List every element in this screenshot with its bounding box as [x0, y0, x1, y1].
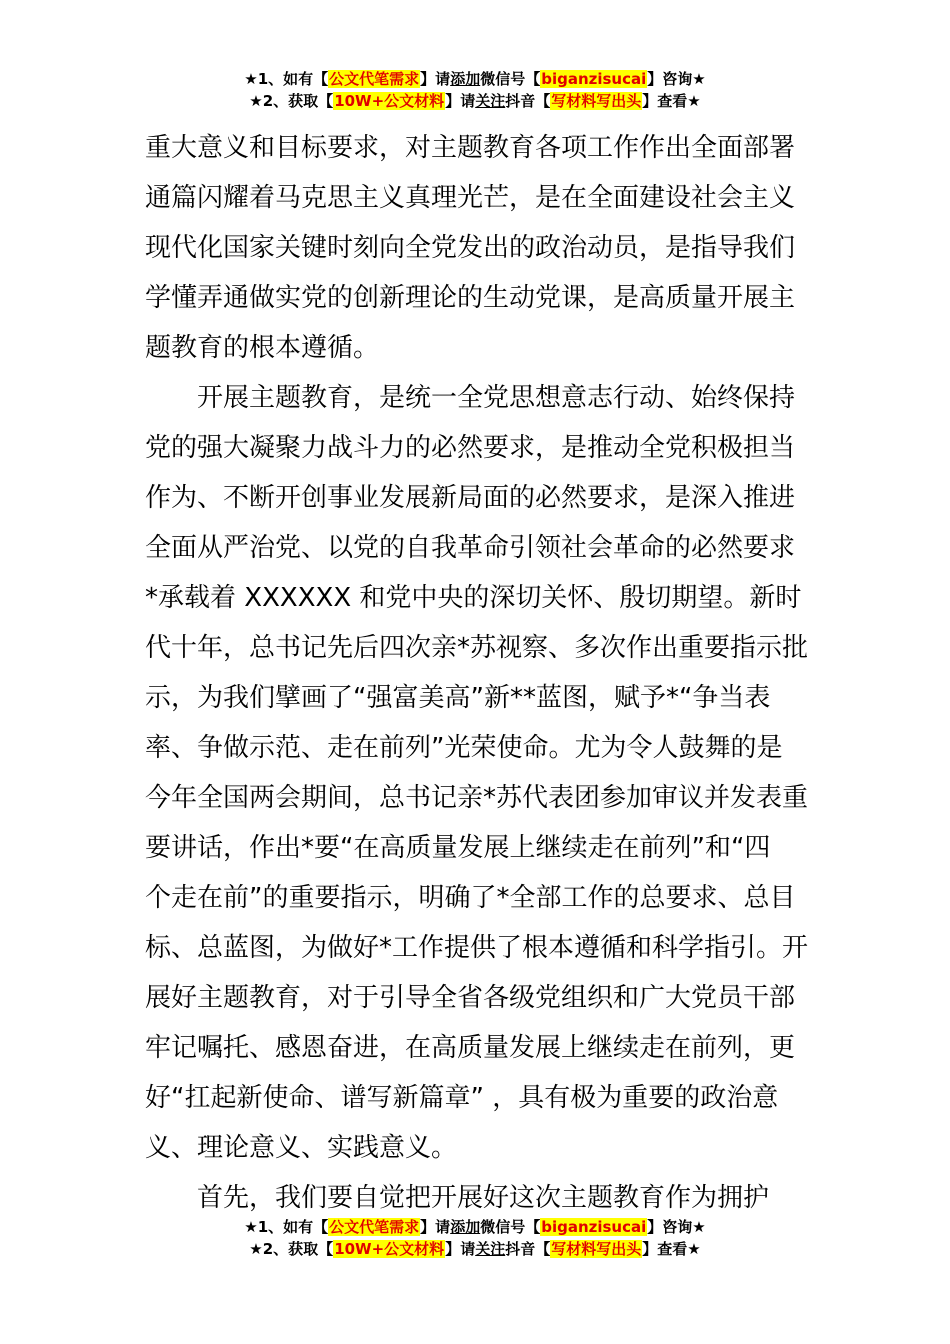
- banner-suffix: 】咨询★: [647, 1218, 706, 1236]
- footer-banner-line-2: [0, 1238, 950, 1260]
- paragraph-start-line: 开展主题教育，是统一全党思想意志行动、始终保持: [197, 383, 796, 413]
- footer-banner-line-1: [0, 1216, 950, 1238]
- body-line: 率、争做示范、走在前列”光荣使命。尤为令人鼓舞的是: [145, 733, 783, 763]
- banner-suffix: 】查看★: [642, 92, 701, 110]
- body-line: 代十年，总书记先后四次亲*苏视察、多次作出重要指示批: [145, 633, 809, 663]
- body-line: 重大意义和目标要求，对主题教育各项工作作出全面部署: [145, 133, 796, 163]
- banner-text: 】请: [420, 1218, 451, 1236]
- body-line: 现代化国家关键时刻向全党发出的政治动员，是指导我们: [145, 233, 796, 263]
- body-line: 展好主题教育，对于引导全省各级党组织和广大党员干部: [145, 983, 796, 1013]
- header-banner-line-2: [0, 90, 950, 112]
- banner-prefix: ★2、获取【: [249, 92, 334, 110]
- header-banner: [0, 68, 950, 112]
- body-line: 好“扛起新使命、谱写新篇章” ，具有极为重要的政治意: [145, 1083, 779, 1113]
- body-line: 今年全国两会期间，总书记亲*苏代表团参加审议并发表重: [145, 783, 809, 813]
- banner-text: 微信号【: [480, 1218, 541, 1236]
- body-line: 示，为我们擘画了“强富美高”新**蓝图，赋予*“争当表: [145, 683, 771, 713]
- banner-text: 抖音【: [505, 1240, 551, 1258]
- body-line: *承载着 XXXXXX 和党中央的深切关怀、殷切期望。新时: [145, 583, 802, 613]
- banner-suffix: 】查看★: [642, 1240, 701, 1258]
- body-line: 作为、不断开创事业发展新局面的必然要求，是深入推进: [145, 483, 796, 513]
- banner-prefix: ★1、如有【: [244, 1218, 329, 1236]
- banner-highlight: 10W+公文材料: [334, 92, 445, 110]
- banner-text: 】请: [445, 1240, 476, 1258]
- banner-highlight: 写材料写出头: [551, 1240, 642, 1258]
- banner-prefix: ★1、如有【: [244, 70, 329, 88]
- banner-highlight: 公文代笔需求: [329, 70, 420, 88]
- body-line: 义、理论意义、实践意义。: [145, 1133, 458, 1163]
- banner-prefix: ★2、获取【: [249, 1240, 334, 1258]
- banner-underlined: 添加: [450, 1218, 481, 1236]
- banner-highlight: 写材料写出头: [551, 92, 642, 110]
- banner-highlight: 公文代笔需求: [329, 1218, 420, 1236]
- banner-highlight: biganzisucai: [541, 70, 647, 88]
- body-line: 标、总蓝图，为做好*工作提供了根本遵循和科学指引。开: [145, 933, 809, 963]
- header-banner-line-1: [0, 68, 950, 90]
- body-line: 学懂弄通做实党的创新理论的生动党课，是高质量开展主: [145, 283, 796, 313]
- banner-highlight: biganzisucai: [541, 1218, 647, 1236]
- banner-underlined: 关注: [475, 92, 506, 110]
- banner-suffix: 】咨询★: [647, 70, 706, 88]
- banner-text: 】请: [420, 70, 451, 88]
- body-line: 个走在前”的重要指示，明确了*全部工作的总要求、总目: [145, 883, 796, 913]
- body-line: 党的强大凝聚力战斗力的必然要求，是推动全党积极担当: [145, 433, 796, 463]
- banner-text: 微信号【: [480, 70, 541, 88]
- paragraph-start-line: 首先，我们要自觉把开展好这次主题教育作为拥护: [197, 1183, 770, 1213]
- body-line: 通篇闪耀着马克思主义真理光芒，是在全面建设社会主义: [145, 183, 796, 213]
- banner-text: 抖音【: [505, 92, 551, 110]
- banner-underlined: 添加: [450, 70, 481, 88]
- body-line: 要讲话，作出*要“在高质量发展上继续走在前列”和“四: [145, 833, 771, 863]
- banner-highlight: 10W+公文材料: [334, 1240, 445, 1258]
- body-line: 题教育的根本遵循。: [145, 333, 380, 363]
- body-line: 牢记嘱托、感恩奋进，在高质量发展上继续走在前列，更: [145, 1033, 796, 1063]
- body-line: 全面从严治党、以党的自我革命引领社会革命的必然要求: [145, 533, 796, 563]
- footer-banner: [0, 1216, 950, 1260]
- banner-underlined: 关注: [475, 1240, 506, 1258]
- document-body: [145, 123, 810, 1223]
- banner-text: 】请: [445, 92, 476, 110]
